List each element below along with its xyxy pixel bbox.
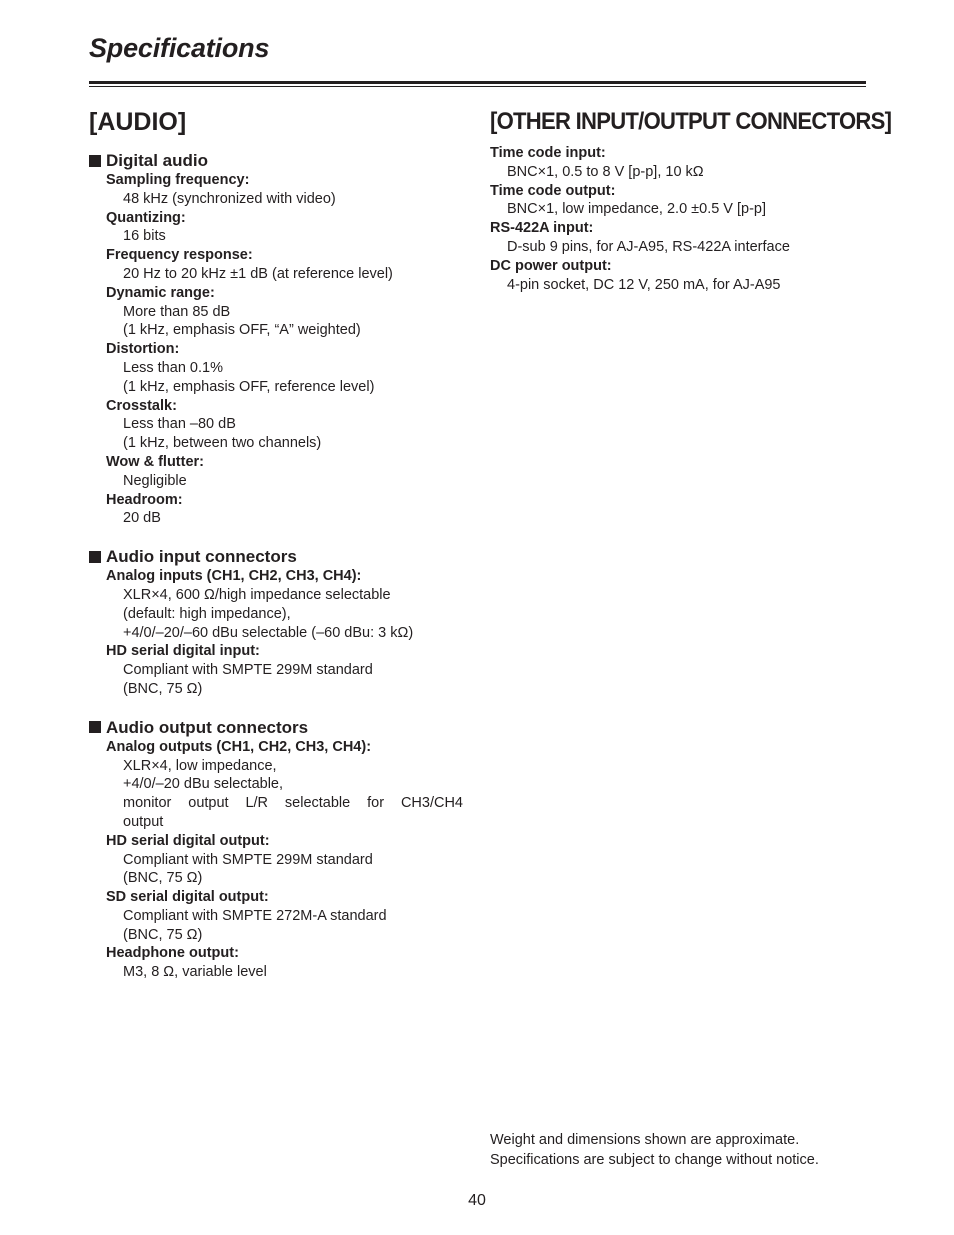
spec-value: output — [123, 813, 164, 830]
spec-section — [89, 546, 469, 699]
spec-label: RS-422A input: — [490, 220, 594, 237]
spec-items — [106, 171, 469, 528]
spec-section — [89, 717, 469, 982]
audio-title: [AUDIO] — [89, 108, 187, 136]
other-connectors-title: [OTHER INPUT/OUTPUT CONNECTORS] — [490, 108, 892, 135]
spec-value: BNC×1, 0.5 to 8 V [p-p], 10 kΩ — [507, 163, 704, 180]
square-bullet-icon — [89, 721, 101, 733]
spec-value: Negligible — [123, 472, 187, 489]
spec-label: Wow & flutter: — [106, 453, 204, 470]
spec-label: Time code output: — [490, 182, 616, 199]
spec-value: +4/0/–20/–60 dBu selectable (–60 dBu: 3 kΩ) — [123, 624, 414, 641]
disclaimer-line: Specifications are subject to change without notice. — [490, 1151, 819, 1168]
title-divider — [89, 81, 866, 87]
audio-sections — [89, 150, 469, 982]
spec-label: HD serial digital output: — [106, 832, 270, 849]
spec-label: Crosstalk: — [106, 397, 177, 414]
spec-value: Compliant with SMPTE 299M standard — [123, 662, 373, 679]
spec-label: Time code input: — [490, 145, 606, 161]
spec-value: Less than 0.1% — [123, 359, 223, 376]
spec-value: Compliant with SMPTE 272M-A standard — [123, 907, 387, 924]
spec-label: Frequency response: — [106, 247, 253, 264]
spec-label: HD serial digital input: — [106, 643, 260, 660]
section-heading — [89, 717, 469, 738]
spec-value: 4-pin socket, DC 12 V, 250 mA, for AJ-A95 — [507, 276, 781, 293]
spec-value: (1 kHz, emphasis OFF, reference level) — [123, 378, 375, 395]
other-connectors-list — [490, 144, 870, 294]
spec-value: (default: high impedance), — [123, 605, 291, 622]
page-number: 40 — [468, 1192, 486, 1209]
spec-value: (BNC, 75 Ω) — [123, 870, 203, 887]
spec-value: XLR×4, 600 Ω/high impedance selectable — [123, 586, 391, 603]
spec-value: (1 kHz, between two channels) — [123, 435, 322, 452]
section-heading-text: Audio output connectors — [106, 717, 309, 737]
spec-value: XLR×4, low impedance, — [123, 757, 277, 774]
spec-value: Less than –80 dB — [123, 416, 236, 433]
spec-items — [106, 567, 469, 699]
square-bullet-icon — [89, 551, 101, 563]
spec-value: 20 Hz to 20 kHz ±1 dB (at reference level) — [123, 265, 393, 282]
spec-value: 16 bits — [123, 228, 166, 245]
spec-value: Compliant with SMPTE 299M standard — [123, 851, 373, 868]
audio-column — [89, 107, 469, 1000]
section-heading-text: Digital audio — [106, 151, 208, 170]
spec-label: DC power output: — [490, 257, 612, 274]
spec-value: (BNC, 75 Ω) — [123, 680, 203, 697]
section-heading-text: Audio input connectors — [106, 547, 297, 567]
spec-value: 48 kHz (synchronized with video) — [123, 190, 336, 207]
spec-label: Analog inputs (CH1, CH2, CH3, CH4): — [106, 568, 362, 585]
spec-label: Headroom: — [106, 491, 183, 508]
spec-label: Analog outputs (CH1, CH2, CH3, CH4): — [106, 738, 372, 755]
other-connectors-column — [490, 107, 892, 294]
page-title: Specifications — [89, 33, 270, 63]
spec-value: BNC×1, low impedance, 2.0 ±0.5 V [p-p] — [507, 201, 767, 218]
spec-label: Quantizing: — [106, 209, 186, 226]
spec-value: M3, 8 Ω, variable level — [123, 964, 267, 981]
spec-value: D-sub 9 pins, for AJ-A95, RS-422A interface — [507, 238, 790, 255]
spec-label: Dynamic range: — [106, 284, 215, 301]
spec-value: monitor output L/R selectable for CH3/CH4 — [123, 795, 463, 812]
spec-value: (1 kHz, emphasis OFF, “A” weighted) — [123, 322, 361, 339]
spec-value: More than 85 dB — [123, 303, 231, 320]
spec-value: (BNC, 75 Ω) — [123, 926, 203, 943]
spec-label: Headphone output: — [106, 945, 239, 962]
disclaimer-line: Weight and dimensions shown are approximate. — [490, 1132, 800, 1148]
square-bullet-icon — [89, 155, 101, 167]
section-heading — [89, 546, 469, 567]
disclaimer-notice — [490, 1131, 819, 1170]
spec-label: SD serial digital output: — [106, 889, 269, 906]
spec-value: +4/0/–20 dBu selectable, — [123, 776, 284, 793]
spec-label: Distortion: — [106, 341, 180, 358]
spec-value: 20 dB — [123, 510, 161, 527]
spec-section — [89, 150, 469, 528]
section-heading — [89, 150, 469, 171]
spec-items — [106, 738, 469, 982]
spec-label: Sampling frequency: — [106, 172, 250, 188]
